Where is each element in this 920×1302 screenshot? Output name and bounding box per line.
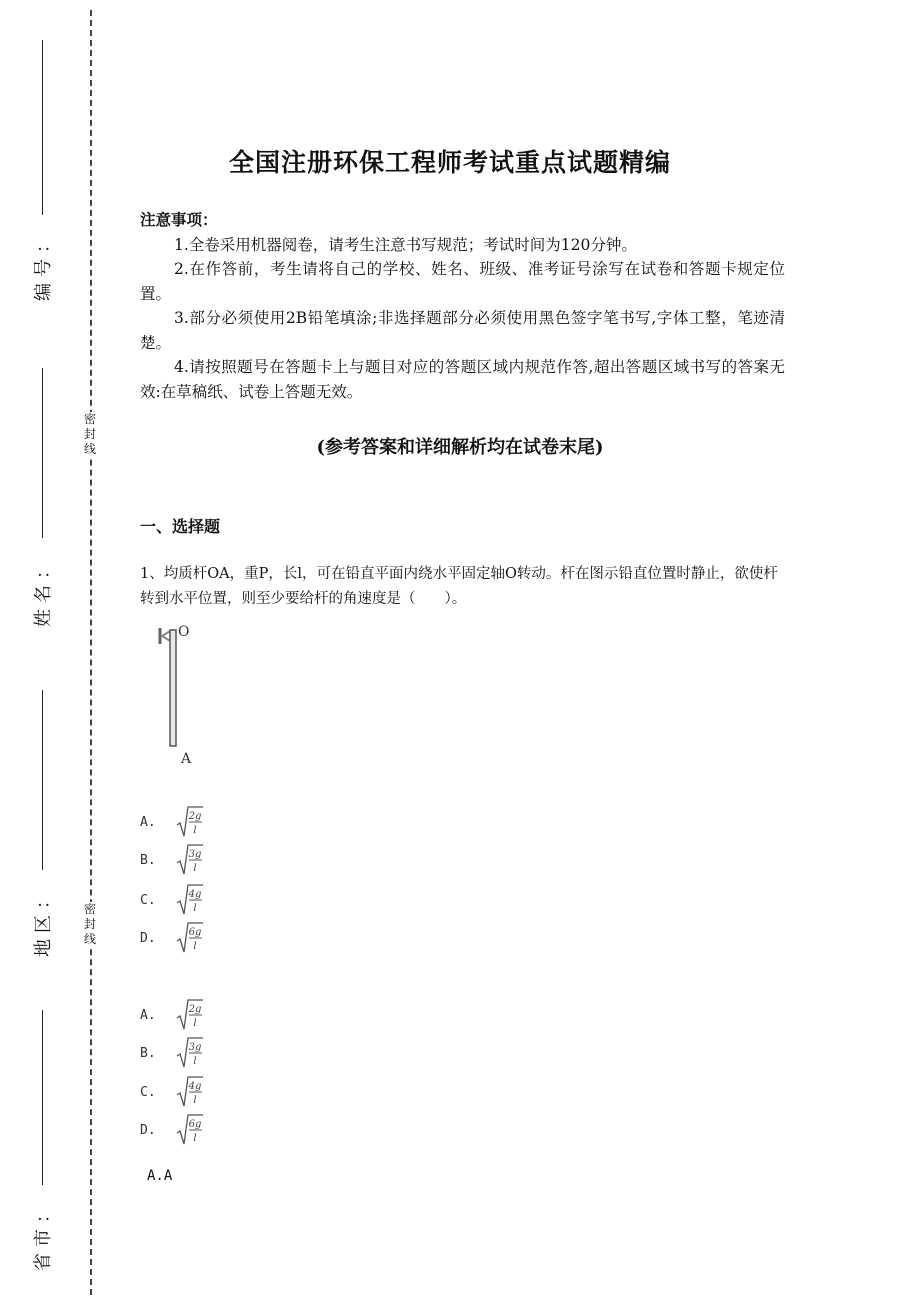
- option-b[interactable]: B. 3g l: [140, 843, 260, 879]
- label-o: O: [178, 624, 190, 640]
- svg-text:l: l: [193, 863, 197, 874]
- answer-text: A.A: [147, 1168, 173, 1184]
- sqrt-formula-icon: [176, 1113, 204, 1147]
- notes-heading: 注意事项：: [140, 210, 218, 229]
- note-item: 4.请按照题号在答题卡上与题目对应的答题区域内规范作答,超出答题区域书写的答案无效:在草稿纸、试卷上答题无效。: [140, 358, 785, 401]
- svg-text:2g: 2g: [188, 1004, 202, 1015]
- option-d[interactable]: D. 6g l: [140, 921, 260, 957]
- note-item: 1.全卷采用机器阅卷，请考生注意书写规范；考试时间为120分钟。: [174, 235, 637, 254]
- note-item: 3.部分必须使用2B铅笔填涂;非选择题部分必须使用黑色签字笔书写,字体工整，笔迹清楚。: [140, 309, 785, 352]
- option-c[interactable]: C. 4g l: [140, 883, 260, 919]
- seal-text-upper: 密封线: [83, 412, 96, 456]
- exam-notes: [140, 208, 785, 404]
- svg-text:6g: 6g: [188, 927, 202, 938]
- svg-text:l: l: [193, 1095, 197, 1106]
- svg-text:l: l: [193, 903, 197, 914]
- id-field-label: 编号：: [33, 229, 54, 301]
- svg-text:l: l: [193, 825, 197, 836]
- question-text: 1、均质杆OA，重P，长l，可在铅直平面内绕水平固定轴O转动。杆在图示铅直位置时静止，欲使杆转到水平位置，则至少要给杆的角速度是（ ）。: [140, 566, 778, 607]
- option-b[interactable]: B. 3g l: [140, 1036, 260, 1072]
- name-field-label: 姓名：: [33, 555, 54, 627]
- sqrt-formula-icon: [176, 883, 204, 917]
- svg-text:l: l: [193, 1133, 197, 1144]
- sqrt-formula-icon: [176, 1036, 204, 1070]
- page-title: 全国注册环保工程师考试重点试题精编: [228, 148, 671, 177]
- id-field-line: [42, 40, 43, 215]
- sqrt-formula-icon: [176, 843, 204, 877]
- svg-text:4g: 4g: [188, 1081, 202, 1092]
- province-field-line: [42, 1010, 43, 1185]
- sqrt-formula-icon: [176, 998, 204, 1032]
- svg-text:4g: 4g: [188, 889, 202, 900]
- option-a[interactable]: A. 2g l: [140, 998, 260, 1034]
- section-title: 一、选择题: [140, 517, 221, 536]
- svg-text:l: l: [193, 941, 197, 952]
- sqrt-formula-icon: [176, 805, 204, 839]
- sqrt-formula-icon: [176, 1075, 204, 1109]
- svg-text:3g: 3g: [188, 849, 202, 860]
- svg-text:2g: 2g: [188, 811, 202, 822]
- option-d[interactable]: D. 6g l: [140, 1113, 260, 1149]
- answer-location-note: (参考答案和详细解析均在试卷末尾): [316, 437, 604, 458]
- province-field-label: 省市：: [33, 1199, 54, 1271]
- seal-dashed-line: [90, 10, 92, 1295]
- rod-figure: [150, 618, 200, 768]
- region-field-line: [42, 690, 43, 870]
- svg-text:l: l: [193, 1056, 197, 1067]
- svg-text:3g: 3g: [188, 1042, 202, 1053]
- svg-text:6g: 6g: [188, 1119, 202, 1130]
- svg-text:l: l: [193, 1018, 197, 1029]
- seal-text-lower: 密封线: [83, 902, 96, 946]
- note-item: 2.在作答前，考生请将自己的学校、姓名、班级、准考证号涂写在试卷和答题卡规定位置。: [140, 260, 785, 303]
- option-a[interactable]: A. 2g l: [140, 805, 260, 841]
- option-c[interactable]: C. 4g l: [140, 1075, 260, 1111]
- rod-shape: [170, 630, 176, 746]
- region-field-label: 地区：: [33, 885, 54, 957]
- label-a: A: [181, 751, 192, 767]
- sqrt-formula-icon: [176, 921, 204, 955]
